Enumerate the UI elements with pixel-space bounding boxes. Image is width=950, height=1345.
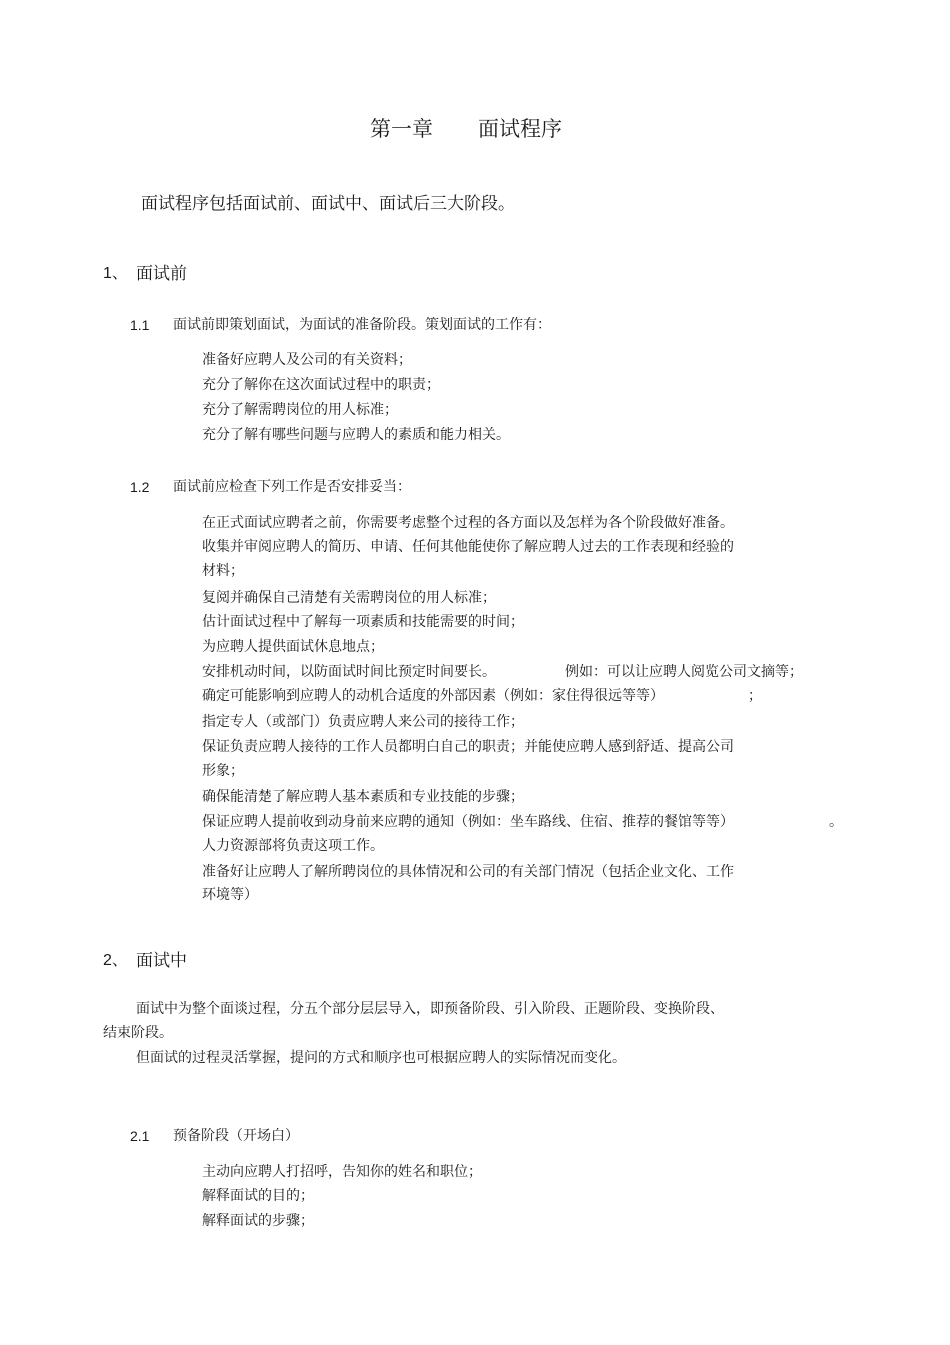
chapter-label: 第一章 <box>370 117 433 141</box>
list-item-punct: ； <box>748 688 762 704</box>
list-item: 复阅并确保自己清楚有关需聘岗位的用人标准； <box>202 590 496 606</box>
list-item-example: 例如：可以让应聘人阅览公司文摘等； <box>565 664 803 680</box>
sub-1-1-text: 面试前即策划面试，为面试的准备阶段。策划面试的工作有： <box>173 317 551 333</box>
list-item: 指定专人（或部门）负责应聘人来公司的接待工作； <box>202 714 524 730</box>
list-item: 充分了解你在这次面试过程中的职责； <box>202 377 440 393</box>
page-title: 面试程序 <box>478 117 562 141</box>
list-item: 在正式面试应聘者之前，你需要考虑整个过程的各方面以及怎样为各个阶段做好准备。 <box>202 515 734 531</box>
list-item: 环境等） <box>202 887 258 903</box>
list-item: 确定可能影响到应聘人的动机合适度的外部因素（例如：家住得很远等等） <box>202 688 664 704</box>
intro-paragraph: 面试程序包括面试前、面试中、面试后三大阶段。 <box>141 194 515 214</box>
list-item: 形象； <box>202 763 244 779</box>
sub-1-1-number: 1.1 <box>130 317 150 333</box>
list-item: 确保能清楚了解应聘人基本素质和专业技能的步骤； <box>202 789 524 805</box>
section-1-number: 1、 <box>103 265 128 282</box>
list-item: 为应聘人提供面试休息地点； <box>202 639 384 655</box>
paragraph: 但面试的过程灵活掌握，提问的方式和顺序也可根据应聘人的实际情况而变化。 <box>136 1050 626 1066</box>
sub-1-2-number: 1.2 <box>130 479 150 495</box>
list-item: 准备好应聘人及公司的有关资料； <box>202 352 412 368</box>
list-item: 充分了解需聘岗位的用人标准； <box>202 402 398 418</box>
sub-2-1-text: 预备阶段（开场白） <box>173 1128 299 1144</box>
section-2-number: 2、 <box>103 952 128 969</box>
list-item: 主动向应聘人打招呼，告知你的姓名和职位； <box>202 1164 482 1180</box>
paragraph: 面试中为整个面谈过程，分五个部分层层导入，即预备阶段、引入阶段、正题阶段、变换阶段、 <box>136 1001 724 1017</box>
list-item: 准备好让应聘人了解所聘岗位的具体情况和公司的有关部门情况（包括企业文化、工作 <box>202 864 734 880</box>
list-item: 解释面试的步骤； <box>202 1213 314 1229</box>
list-item-punct: 。 <box>829 814 843 830</box>
list-item: 保证应聘人提前收到动身前来应聘的通知（例如：坐车路线、住宿、推荐的餐馆等等） <box>202 814 734 830</box>
list-item: 收集并审阅应聘人的简历、申请、任何其他能使你了解应聘人过去的工作表现和经验的 <box>202 539 734 555</box>
sub-1-2-text: 面试前应检查下列工作是否安排妥当： <box>173 479 411 495</box>
paragraph: 结束阶段。 <box>103 1025 173 1041</box>
section-2-heading: 面试中 <box>136 951 187 971</box>
section-1-heading: 面试前 <box>136 264 187 284</box>
list-item: 人力资源部将负责这项工作。 <box>202 838 384 854</box>
list-item: 保证负责应聘人接待的工作人员都明白自己的职责；并能使应聘人感到舒适、提高公司 <box>202 739 734 755</box>
list-item: 材料； <box>202 563 244 579</box>
list-item: 解释面试的目的； <box>202 1188 314 1204</box>
list-item: 充分了解有哪些问题与应聘人的素质和能力相关。 <box>202 427 510 443</box>
sub-2-1-number: 2.1 <box>130 1128 150 1144</box>
list-item: 估计面试过程中了解每一项素质和技能需要的时间； <box>202 614 524 630</box>
list-item: 安排机动时间，以防面试时间比预定时间要长。 <box>202 664 496 680</box>
